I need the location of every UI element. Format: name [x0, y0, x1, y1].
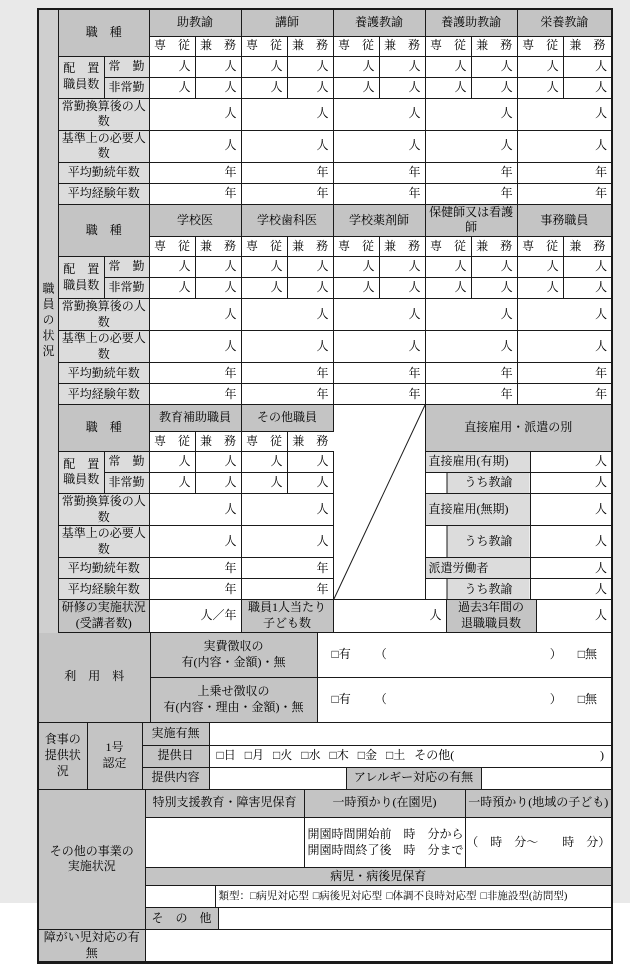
other-label: そ の 他 [145, 908, 218, 930]
avg-experience-years-label: 平均経験年数 [59, 579, 149, 600]
count-field[interactable]: 人 [425, 278, 471, 299]
years-field[interactable]: 年 [241, 384, 333, 405]
count-field[interactable]: 人 [333, 299, 425, 331]
special-support-header: 特別支援教育・障害児保育 [145, 790, 304, 818]
actual-cost-collection-field [317, 633, 611, 678]
other-days-label: その他( [414, 748, 455, 763]
count-field[interactable]: 人 [195, 278, 241, 299]
staff-status-form [37, 8, 613, 964]
diagonal-blank-cell [333, 405, 425, 599]
job-header: 学校薬剤師 [333, 205, 425, 237]
count-field[interactable]: 人 [149, 77, 195, 98]
count-field[interactable]: 人 [287, 278, 333, 299]
no-checkbox[interactable]: □無 [577, 692, 597, 707]
required-staff-label: 基準上の必要人数 [59, 331, 149, 363]
count-field[interactable]: 人 [241, 451, 287, 472]
checkbox-option[interactable]: □病後児対応型 [312, 890, 383, 902]
senju-header: 専 従 [517, 36, 563, 56]
years-field[interactable]: 年 [425, 384, 517, 405]
staff-table-3 [59, 405, 611, 600]
kenmu-header: 兼 務 [379, 237, 425, 257]
count-field[interactable]: 人 [149, 526, 241, 558]
disability-section [39, 930, 611, 962]
count-field[interactable]: 人 [471, 278, 517, 299]
count-field[interactable]: 人 [517, 278, 563, 299]
fte-converted-label: 常勤換算後の人数 [59, 299, 149, 331]
type-prefix-label: 類型： [218, 890, 250, 902]
count-field[interactable]: 人 [333, 278, 379, 299]
count-field[interactable]: 人 [530, 579, 611, 600]
years-field[interactable]: 年 [149, 162, 241, 183]
of-which-teachers-label: うち教諭 [425, 472, 530, 493]
kenmu-header: 兼 務 [287, 36, 333, 56]
years-field[interactable]: 年 [241, 162, 333, 183]
checkbox-option[interactable]: □金 [357, 748, 377, 763]
sick-care-type-field [215, 886, 611, 908]
yes-checkbox[interactable]: □有 [331, 692, 351, 707]
paren-open: （ [374, 646, 387, 661]
years-field[interactable]: 年 [149, 363, 241, 384]
training-count-field[interactable]: 人／年 [149, 600, 241, 632]
avg-experience-years-label: 平均経験年数 [59, 384, 149, 405]
senju-header: 専 従 [149, 431, 195, 451]
count-field[interactable]: 人 [425, 299, 517, 331]
count-field[interactable]: 人 [149, 56, 195, 77]
checkbox-option[interactable]: □火 [273, 748, 293, 763]
disability-support-label: 障がい児対応の有無 [39, 930, 145, 962]
fees-title: 利 用 料 [39, 633, 150, 723]
staff-status-side-label [39, 10, 59, 633]
kenmu-header: 兼 務 [471, 36, 517, 56]
count-field[interactable]: 人 [517, 257, 563, 278]
other-programs-section [39, 790, 611, 931]
retired-staff-label: 過去3年間の 退職職員数 [446, 600, 536, 632]
count-field[interactable]: 人 [287, 257, 333, 278]
job-type-label: 職 種 [59, 10, 149, 56]
count-field[interactable]: 人 [241, 278, 287, 299]
count-field[interactable]: 人 [517, 56, 563, 77]
paren-open: （ [374, 692, 387, 707]
fulltime-label: 常 勤 [104, 56, 149, 77]
kenmu-header: 兼 務 [471, 237, 517, 257]
count-field[interactable]: 人 [333, 77, 379, 98]
fees-section [39, 633, 611, 724]
senju-header: 専 従 [333, 237, 379, 257]
years-field[interactable]: 年 [149, 183, 241, 204]
count-field[interactable]: 人 [379, 77, 425, 98]
checkbox-option[interactable]: □病児対応型 [250, 890, 309, 902]
senju-header: 専 従 [425, 36, 471, 56]
years-field[interactable]: 年 [149, 579, 241, 600]
additional-collection-field [317, 678, 611, 723]
count-field[interactable]: 人 [379, 257, 425, 278]
count-field[interactable]: 人 [241, 331, 333, 363]
count-field[interactable]: 人 [149, 451, 195, 472]
no-checkbox[interactable]: □無 [577, 646, 597, 661]
count-field[interactable]: 人 [149, 130, 241, 162]
count-field[interactable]: 人 [563, 278, 611, 299]
job-type-label: 職 種 [59, 405, 149, 451]
kenmu-header: 兼 務 [195, 431, 241, 451]
checkbox-option[interactable]: □土 [386, 748, 406, 763]
job-header: 講師 [241, 10, 333, 36]
count-field[interactable]: 人 [241, 472, 287, 493]
assigned-staff-label: 配 置 職員数 [59, 257, 104, 299]
years-field[interactable]: 年 [241, 183, 333, 204]
avg-service-years-label: 平均勤続年数 [59, 363, 149, 384]
count-field[interactable]: 人 [333, 257, 379, 278]
job-header: 教育補助職員 [149, 405, 241, 431]
avg-service-years-label: 平均勤続年数 [59, 162, 149, 183]
implementation-label: 実施有無 [142, 723, 209, 745]
count-field[interactable]: 人 [149, 472, 195, 493]
fte-converted-label: 常勤換算後の人数 [59, 493, 149, 525]
checkbox-option[interactable]: □非施設型(訪問型) [480, 890, 568, 902]
count-field[interactable]: 人 [241, 257, 287, 278]
count-field[interactable]: 人 [287, 451, 333, 472]
years-field[interactable]: 年 [241, 363, 333, 384]
years-field[interactable]: 年 [241, 558, 333, 579]
years-field[interactable]: 年 [333, 363, 425, 384]
kenmu-header: 兼 務 [195, 36, 241, 56]
count-field[interactable]: 人 [149, 299, 241, 331]
years-field[interactable]: 年 [149, 384, 241, 405]
count-field[interactable]: 人 [195, 451, 241, 472]
additional-collection-label: 上乗せ徴収の 有(内容・理由・金額)・無 [150, 678, 317, 723]
special-support-field[interactable] [145, 818, 304, 868]
count-field[interactable]: 人 [333, 56, 379, 77]
staff-section [39, 10, 611, 633]
meals-title: 食事の 提供状況 [39, 723, 87, 789]
count-field[interactable]: 人 [195, 77, 241, 98]
count-field[interactable]: 人 [241, 77, 287, 98]
count-field[interactable]: 人 [471, 257, 517, 278]
count-field[interactable]: 人 [563, 257, 611, 278]
years-field[interactable]: 年 [333, 162, 425, 183]
count-field[interactable]: 人 [425, 77, 471, 98]
count-field[interactable]: 人 [149, 493, 241, 525]
count-field[interactable]: 人 [149, 331, 241, 363]
certification-type-label: 1号 認定 [87, 723, 142, 789]
count-field[interactable]: 人 [241, 299, 333, 331]
years-field[interactable]: 年 [333, 384, 425, 405]
serving-content-label: 提供内容 [142, 767, 209, 789]
senju-header: 専 従 [149, 237, 195, 257]
parttime-label: 非常勤 [104, 77, 149, 98]
side-label-text: 職員の状況 [41, 282, 55, 361]
checkbox-option[interactable]: □水 [301, 748, 321, 763]
count-field[interactable]: 人 [425, 130, 517, 162]
count-field[interactable]: 人 [195, 472, 241, 493]
allergy-support-field[interactable] [481, 767, 611, 789]
count-field[interactable]: 人 [563, 56, 611, 77]
avg-experience-years-label: 平均経験年数 [59, 183, 149, 204]
paren-close: ） [549, 692, 562, 707]
children-per-staff-field[interactable]: 人 [333, 600, 446, 632]
senju-header: 専 従 [241, 431, 287, 451]
actual-cost-collection-label: 実費徴収の 有(内容・金額)・無 [150, 633, 317, 678]
dispatched-workers-label: 派遣労働者 [425, 558, 530, 579]
years-field[interactable]: 年 [425, 183, 517, 204]
count-field[interactable]: 人 [517, 77, 563, 98]
count-field[interactable]: 人 [149, 98, 241, 130]
count-field[interactable]: 人 [333, 130, 425, 162]
checkbox-option[interactable]: □月 [244, 748, 264, 763]
retired-staff-field[interactable]: 人 [536, 600, 611, 632]
count-field[interactable]: 人 [287, 77, 333, 98]
count-field[interactable]: 人 [287, 472, 333, 493]
count-field[interactable]: 人 [530, 526, 611, 558]
employment-type-header: 直接雇用・派遣の別 [425, 405, 611, 451]
senju-header: 専 従 [333, 36, 379, 56]
count-field[interactable]: 人 [517, 130, 611, 162]
of-which-teachers-label: うち教諭 [425, 579, 530, 600]
count-field[interactable]: 人 [530, 493, 611, 525]
assigned-staff-label: 配 置 職員数 [59, 56, 104, 98]
senju-header: 専 従 [517, 237, 563, 257]
direct-indefinite-label: 直接雇用(無期) [425, 493, 530, 525]
count-field[interactable]: 人 [379, 278, 425, 299]
years-field[interactable]: 年 [517, 384, 611, 405]
count-field[interactable]: 人 [530, 472, 611, 493]
count-field[interactable]: 人 [149, 278, 195, 299]
parttime-label: 非常勤 [104, 472, 149, 493]
allergy-support-label: アレルギー対応の有無 [346, 767, 481, 789]
kenmu-header: 兼 務 [195, 237, 241, 257]
fte-converted-label: 常勤換算後の人数 [59, 98, 149, 130]
assigned-staff-label: 配 置 職員数 [59, 451, 104, 493]
fulltime-label: 常 勤 [104, 451, 149, 472]
job-header: 養護助教諭 [425, 10, 517, 36]
count-field[interactable]: 人 [425, 56, 471, 77]
kenmu-header: 兼 務 [563, 36, 611, 56]
count-field[interactable]: 人 [425, 98, 517, 130]
checkbox-option[interactable]: □日 [216, 748, 236, 763]
serving-days-field [209, 745, 611, 767]
years-field[interactable]: 年 [149, 558, 241, 579]
count-field[interactable]: 人 [425, 331, 517, 363]
count-field[interactable]: 人 [517, 299, 611, 331]
years-field[interactable]: 年 [333, 183, 425, 204]
checkbox-option[interactable]: □木 [329, 748, 349, 763]
job-header: 養護教諭 [333, 10, 425, 36]
job-type-label: 職 種 [59, 205, 149, 257]
temporary-care-community-hours[interactable]: （ 時 分～ 時 分） [465, 818, 611, 868]
count-field[interactable]: 人 [530, 451, 611, 472]
count-field[interactable]: 人 [195, 56, 241, 77]
paren-close: ） [549, 646, 562, 661]
years-field[interactable]: 年 [425, 162, 517, 183]
count-field[interactable]: 人 [379, 56, 425, 77]
paren-close: ) [600, 748, 605, 763]
count-field[interactable]: 人 [195, 257, 241, 278]
other-field[interactable] [218, 908, 611, 930]
senju-header: 専 従 [149, 36, 195, 56]
training-status-label: 研修の実施状況 (受講者数) [59, 600, 149, 632]
sick-care-blank-cell [145, 886, 215, 908]
parttime-label: 非常勤 [104, 278, 149, 299]
count-field[interactable]: 人 [241, 56, 287, 77]
count-field[interactable]: 人 [241, 526, 333, 558]
staff-table-1 [59, 10, 611, 205]
job-header: 栄養教諭 [517, 10, 611, 36]
count-field[interactable]: 人 [333, 331, 425, 363]
other-programs-title: その他の事業の 実施状況 [39, 790, 145, 930]
job-header: その他職員 [241, 405, 333, 431]
required-staff-label: 基準上の必要人数 [59, 526, 149, 558]
count-field[interactable]: 人 [241, 98, 333, 130]
kenmu-header: 兼 務 [287, 237, 333, 257]
training-row [59, 600, 611, 632]
count-field[interactable]: 人 [517, 331, 611, 363]
senju-header: 専 従 [241, 36, 287, 56]
children-per-staff-label: 職員1人当たり 子ども数 [241, 600, 333, 632]
years-field[interactable]: 年 [517, 162, 611, 183]
count-field[interactable]: 人 [287, 56, 333, 77]
count-field[interactable]: 人 [563, 77, 611, 98]
yes-checkbox[interactable]: □有 [331, 646, 351, 661]
count-field[interactable]: 人 [149, 257, 195, 278]
job-header: 学校歯科医 [241, 205, 333, 237]
staff-table-2 [59, 205, 611, 406]
direct-fixed-term-label: 直接雇用(有期) [425, 451, 530, 472]
years-field[interactable]: 年 [517, 183, 611, 204]
job-header: 保健師又は看護師 [425, 205, 517, 237]
kenmu-header: 兼 務 [379, 36, 425, 56]
years-field[interactable]: 年 [517, 363, 611, 384]
count-field[interactable]: 人 [471, 77, 517, 98]
sick-child-care-header: 病児・病後児保育 [145, 868, 611, 886]
disability-support-field[interactable] [145, 930, 611, 962]
kenmu-header: 兼 務 [287, 431, 333, 451]
count-field[interactable]: 人 [530, 558, 611, 579]
serving-days-label: 提供日 [142, 745, 209, 767]
senju-header: 専 従 [241, 237, 287, 257]
count-field[interactable]: 人 [425, 257, 471, 278]
fulltime-label: 常 勤 [104, 257, 149, 278]
serving-content-field[interactable] [209, 767, 346, 789]
job-header: 学校医 [149, 205, 241, 237]
checkbox-option[interactable]: □体調不良時対応型 [386, 890, 477, 902]
count-field[interactable]: 人 [241, 493, 333, 525]
temporary-care-community-header: 一時預かり(地域の子ども) [465, 790, 611, 818]
years-field[interactable]: 年 [425, 363, 517, 384]
implementation-field[interactable] [209, 723, 611, 745]
temporary-care-enrolled-header: 一時預かり(在園児) [304, 790, 465, 818]
kenmu-header: 兼 務 [563, 237, 611, 257]
meals-section [39, 723, 611, 790]
count-field[interactable]: 人 [333, 98, 425, 130]
count-field[interactable]: 人 [471, 56, 517, 77]
required-staff-label: 基準上の必要人数 [59, 130, 149, 162]
senju-header: 専 従 [425, 237, 471, 257]
job-header: 事務職員 [517, 205, 611, 237]
years-field[interactable]: 年 [241, 579, 333, 600]
count-field[interactable]: 人 [517, 98, 611, 130]
temporary-care-enrolled-hours[interactable]: 開園時間開始前 時 分から 開園時間終了後 時 分まで [304, 818, 465, 868]
avg-service-years-label: 平均勤続年数 [59, 558, 149, 579]
of-which-teachers-label: うち教諭 [425, 526, 530, 558]
count-field[interactable]: 人 [241, 130, 333, 162]
job-header: 助教諭 [149, 10, 241, 36]
